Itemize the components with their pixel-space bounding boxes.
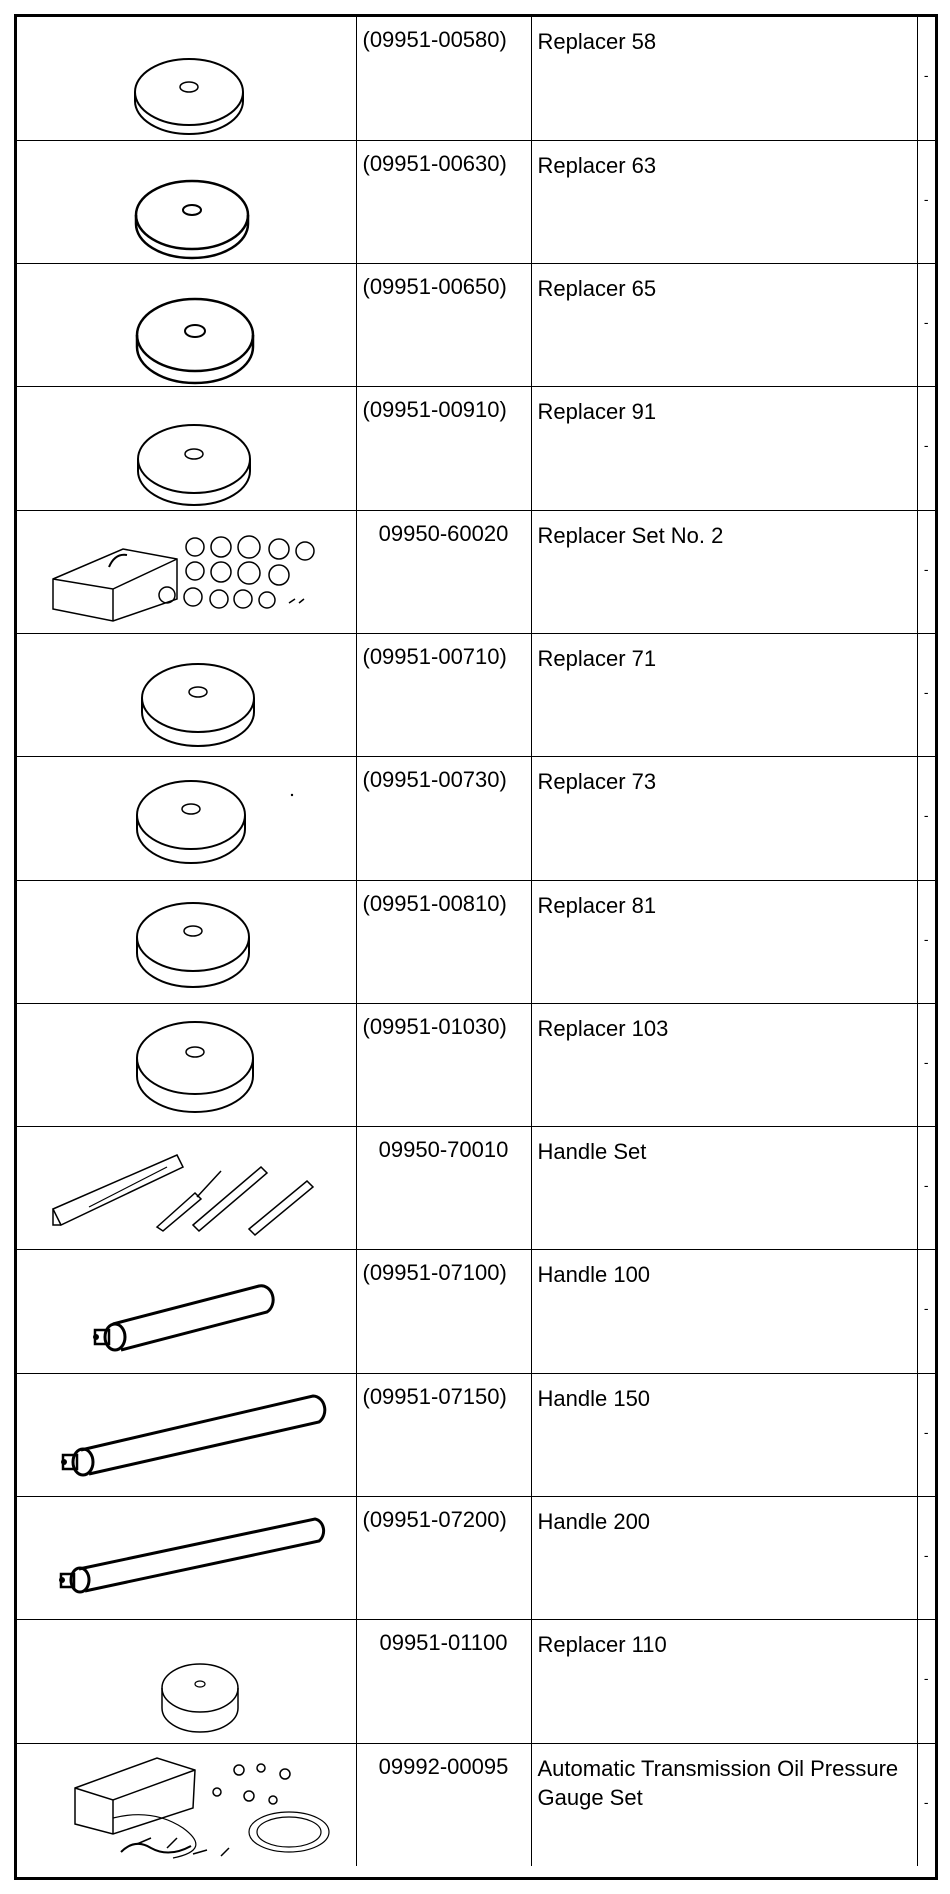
replacer-set-icon — [17, 511, 356, 633]
part-number: (09951-07100) — [356, 1250, 531, 1373]
table-row — [17, 387, 935, 510]
part-number: 09992-00095 — [356, 1743, 531, 1866]
mark-cell: - — [917, 17, 935, 140]
tool-illustration-cell — [17, 1497, 356, 1620]
mark-cell: - — [917, 1497, 935, 1620]
tool-illustration-cell — [17, 1620, 356, 1743]
replacer-disc-icon — [17, 264, 356, 386]
tool-name: Replacer 71 — [531, 633, 917, 756]
part-number: 09950-60020 — [356, 510, 531, 633]
handle-set-icon — [17, 1127, 356, 1249]
tool-table-frame — [14, 14, 938, 1880]
tool-illustration-cell — [17, 140, 356, 263]
table-row — [17, 757, 935, 880]
special-tools-table — [17, 17, 935, 1866]
tool-illustration-cell — [17, 387, 356, 510]
tool-name: Replacer 58 — [531, 17, 917, 140]
tool-name: Replacer 110 — [531, 1620, 917, 1743]
replacer-disc-icon — [17, 634, 356, 756]
part-number: (09951-00730) — [356, 757, 531, 880]
mark-cell: - — [917, 757, 935, 880]
tool-illustration-cell — [17, 1373, 356, 1496]
part-number: (09951-07150) — [356, 1373, 531, 1496]
part-number: (09951-07200) — [356, 1497, 531, 1620]
tool-name: Replacer 91 — [531, 387, 917, 510]
tool-illustration-cell — [17, 264, 356, 387]
part-number: (09951-01030) — [356, 1003, 531, 1126]
table-row — [17, 510, 935, 633]
table-row — [17, 17, 935, 140]
table-row — [17, 633, 935, 756]
part-number: (09951-00810) — [356, 880, 531, 1003]
replacer-disc-icon — [17, 1004, 356, 1126]
mark-cell: - — [917, 1373, 935, 1496]
table-row — [17, 1127, 935, 1250]
tool-name: Replacer 65 — [531, 264, 917, 387]
tool-name: Replacer 103 — [531, 1003, 917, 1126]
mark-cell: - — [917, 1003, 935, 1126]
tool-illustration-cell — [17, 510, 356, 633]
table-row — [17, 1250, 935, 1373]
tool-name: Handle 150 — [531, 1373, 917, 1496]
gauge-set-icon — [17, 1744, 356, 1866]
table-row — [17, 880, 935, 1003]
tool-illustration-cell — [17, 880, 356, 1003]
tool-name: Replacer Set No. 2 — [531, 510, 917, 633]
replacer-disc-icon — [17, 757, 356, 879]
table-row — [17, 1003, 935, 1126]
tool-name: Replacer 81 — [531, 880, 917, 1003]
part-number: 09951-01100 — [356, 1620, 531, 1743]
mark-cell: - — [917, 264, 935, 387]
tool-name: Replacer 63 — [531, 140, 917, 263]
handle-icon — [17, 1250, 356, 1372]
mark-cell: - — [917, 387, 935, 510]
tool-illustration-cell — [17, 1003, 356, 1126]
part-number: (09951-00650) — [356, 264, 531, 387]
mark-cell: - — [917, 510, 935, 633]
tool-illustration-cell — [17, 17, 356, 140]
mark-cell: - — [917, 1743, 935, 1866]
tool-name: Replacer 73 — [531, 757, 917, 880]
tool-illustration-cell — [17, 757, 356, 880]
mark-cell: - — [917, 1127, 935, 1250]
replacer-disc-icon — [17, 141, 356, 263]
tool-illustration-cell — [17, 633, 356, 756]
tool-name: Handle 100 — [531, 1250, 917, 1373]
replacer-disc-icon — [17, 1620, 356, 1742]
table-row — [17, 140, 935, 263]
table-row — [17, 1373, 935, 1496]
mark-cell: - — [917, 880, 935, 1003]
tool-name: Handle 200 — [531, 1497, 917, 1620]
mark-cell: - — [917, 140, 935, 263]
part-number: (09951-00910) — [356, 387, 531, 510]
table-row — [17, 1620, 935, 1743]
part-number: (09951-00630) — [356, 140, 531, 263]
part-number: (09951-00580) — [356, 17, 531, 140]
mark-cell: - — [917, 633, 935, 756]
replacer-disc-icon — [17, 387, 356, 509]
part-number: (09951-00710) — [356, 633, 531, 756]
table-row — [17, 1497, 935, 1620]
tool-illustration-cell — [17, 1743, 356, 1866]
tool-illustration-cell — [17, 1127, 356, 1250]
tool-name: Automatic Transmission Oil Pressure Gauge Set — [531, 1743, 917, 1866]
handle-icon — [17, 1374, 356, 1496]
tool-illustration-cell — [17, 1250, 356, 1373]
mark-cell: - — [917, 1250, 935, 1373]
table-row — [17, 1743, 935, 1866]
replacer-disc-icon — [17, 881, 356, 1003]
replacer-disc-icon — [17, 17, 356, 139]
table-row — [17, 264, 935, 387]
part-number: 09950-70010 — [356, 1127, 531, 1250]
handle-icon — [17, 1497, 356, 1619]
mark-cell: - — [917, 1620, 935, 1743]
tool-name: Handle Set — [531, 1127, 917, 1250]
